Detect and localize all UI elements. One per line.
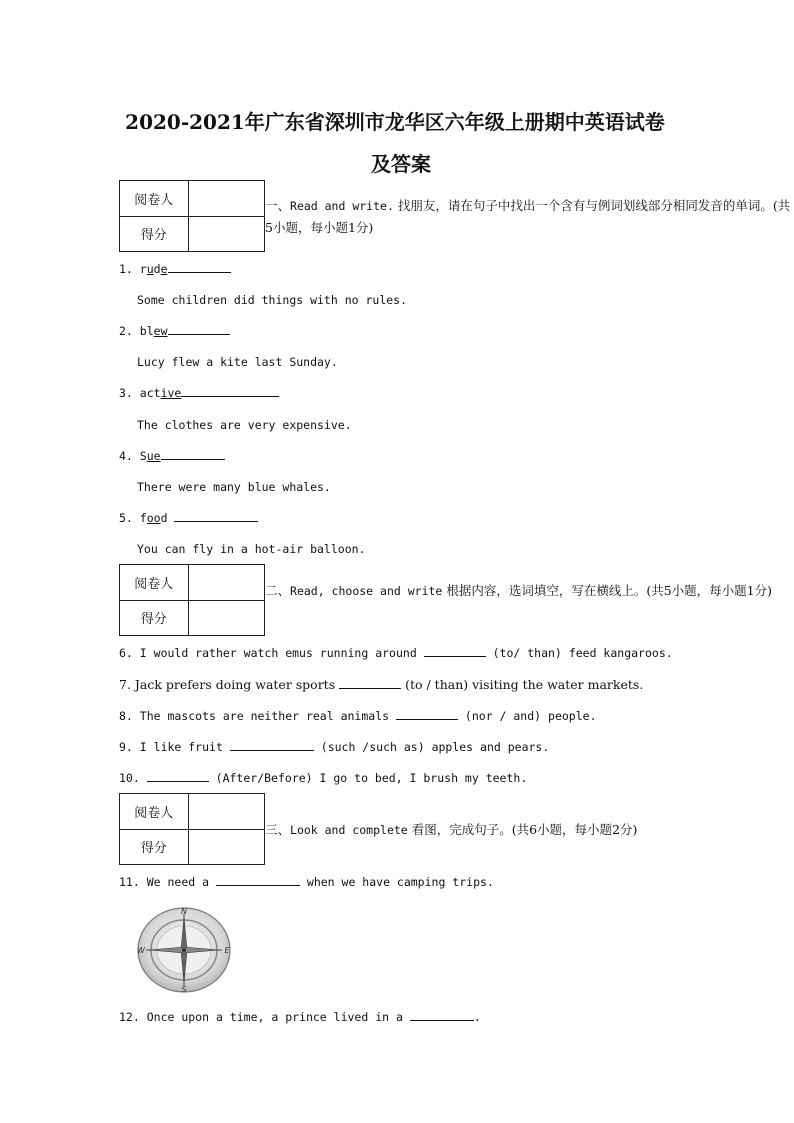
answer-blank[interactable]: [410, 1010, 474, 1021]
section-3-title-en: Look and complete: [290, 823, 408, 837]
section-2-number: 二、: [265, 583, 291, 598]
section-3-heading: [265, 819, 793, 841]
section-2-heading: [265, 580, 793, 602]
answer-blank[interactable]: [147, 771, 209, 782]
reviewer-label: 阅卷人: [120, 794, 189, 830]
score-label: 得分: [120, 829, 189, 865]
question-10: 10. (After/Before) I go to bed, I brush my teeth.: [119, 771, 528, 785]
reviewer-field[interactable]: [188, 181, 264, 217]
question-8: 8. The mascots are neither real animals (nor / and) people.: [119, 709, 597, 723]
score-label: 得分: [120, 600, 189, 636]
reviewer-field[interactable]: [188, 565, 264, 601]
section-3-number: 三、: [265, 822, 291, 837]
question-2: 2. blew: [119, 324, 230, 338]
question-11: 11. We need a when we have camping trips.: [119, 875, 494, 889]
score-box-section-3: [119, 793, 265, 865]
reviewer-field[interactable]: [188, 794, 264, 830]
score-box-section-2: [119, 564, 265, 636]
question-12: 12. Once upon a time, a prince lived in a .: [119, 1010, 481, 1024]
compass-east-label: E: [224, 946, 230, 955]
answer-blank[interactable]: [230, 740, 314, 751]
question-1: 1. rude: [119, 262, 231, 276]
reviewer-label: 阅卷人: [120, 181, 189, 217]
section-1-heading: [265, 195, 793, 238]
exam-title: 2020-2021年广东省深圳市龙华区六年级上册期中英语试卷: [125, 110, 665, 134]
question-5: 5. food: [119, 511, 258, 525]
answer-blank[interactable]: [181, 386, 279, 397]
question-6: 6. I would rather watch emus running around (to/ than) feed kangaroos.: [119, 646, 673, 660]
answer-blank[interactable]: [161, 449, 225, 460]
answer-blank[interactable]: [424, 646, 486, 657]
question-9: 9. I like fruit (such /such as) apples and pears.: [119, 740, 550, 754]
score-field[interactable]: [188, 600, 264, 636]
section-2-title-en: Read, choose and write: [290, 584, 443, 598]
answer-blank[interactable]: [174, 511, 258, 522]
section-1-title-en: Read and write.: [290, 199, 394, 213]
compass-north-label: N: [181, 907, 187, 916]
compass-south-label: S: [181, 985, 187, 994]
section-2-title-cn: 根据内容，选词填空，写在横线上。(共5小题，每小题1分): [446, 583, 772, 598]
score-label: 得分: [120, 216, 189, 252]
sentence-3: The clothes are very expensive.: [137, 418, 352, 432]
exam-title-continued: 及答案: [371, 152, 431, 176]
question-7: 7. Jack prefers doing water sports (to / than) visiting the water markets.: [119, 677, 644, 692]
answer-blank[interactable]: [168, 262, 231, 273]
section-3-title-cn: 看图，完成句子。(共6小题，每小题2分): [411, 822, 638, 837]
section-1-title-cn: 找朋友，请在句子中找出一个含有与例词划线部分相同发音的单词。(共5小题，每小题1分): [265, 198, 791, 235]
section-1-number: 一、: [265, 198, 291, 213]
score-box-section-1: [119, 180, 265, 252]
score-field[interactable]: [188, 829, 264, 865]
sentence-2: Lucy flew a kite last Sunday.: [137, 355, 338, 369]
sentence-5: You can fly in a hot-air balloon.: [137, 542, 366, 556]
compass-west-label: W: [137, 946, 145, 955]
answer-blank[interactable]: [396, 709, 458, 720]
score-field[interactable]: [188, 216, 264, 252]
answer-blank[interactable]: [216, 875, 300, 886]
question-3: 3. active: [119, 386, 279, 400]
reviewer-label: 阅卷人: [120, 565, 189, 601]
sentence-4: There were many blue whales.: [137, 480, 331, 494]
answer-blank[interactable]: [168, 324, 230, 335]
sentence-1: Some children did things with no rules.: [137, 293, 408, 307]
compass-image: [135, 905, 233, 995]
answer-blank[interactable]: [339, 678, 401, 689]
question-4: 4. Sue: [119, 449, 225, 463]
